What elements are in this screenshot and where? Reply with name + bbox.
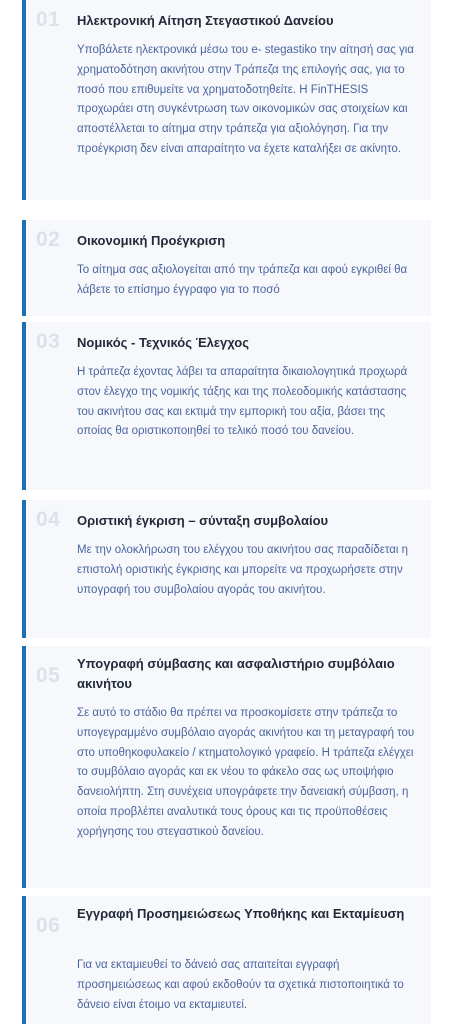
step-card-06 xyxy=(22,896,431,1024)
step-description: Για να εκταμιευθεί το δάνειό σας απαιτείται εγγραφή προσημειώσεως και αφού εκδοθούν τα σχετικά πιστοποιητικά το δάνειο είναι έτοιμο να εκταμιευτεί. xyxy=(77,959,404,1011)
step-title: Νομικός - Τεχνικός Έλεγχος xyxy=(77,335,250,350)
step-title: Υπογραφή σύμβασης και ασφαλιστήριο συμβόλαιο ακινήτου xyxy=(77,656,395,691)
step-number: 01 xyxy=(36,8,61,31)
step-description: Σε αυτό το στάδιο θα πρέπει να προσκομίσετε στην τράπεζα το υπογεγραμμένο συμβόλαιο αγοράς ακινήτου και τη μεταγραφή του στο υποθηκοφυλακείο / κτηματολογικό γραφείο. Η τράπεζα ελέγχει το συμβόλαιο αγοράς και εκ νέου το φάκελο σας ως υποψήφιο δανειολήπτη. Στη συνέχεια υπογράφετε την δανειακή σύμβαση, η οποία προβλέπει αναλυτικά τους όρους και τις προϋποθέσεις χορήγησης του στεγαστικού δανείου. xyxy=(77,707,415,838)
step-card-04 xyxy=(22,500,431,638)
step-number: 02 xyxy=(36,228,61,251)
card-fade xyxy=(26,880,431,888)
step-description: Η τράπεζα έχοντας λάβει τα απαραίτητα δικαιολογητικά προχωρά στον έλεγχο της νομικής τάξης και της πολεοδομικής κατάστασης του ακινήτου σας και εκτιμά την εμπορική του αξία, βάσει της οποίας θα οριστικοποιηθεί το τελικό ποσό του δανείου. xyxy=(77,366,408,438)
step-card-01 xyxy=(22,0,431,200)
step-number: 04 xyxy=(36,508,61,531)
step-card-03 xyxy=(22,322,431,490)
step-title: Οριστική έγκριση – σύνταξη συμβολαίου xyxy=(77,513,329,528)
step-card-02 xyxy=(22,220,431,316)
step-title: Οικονομική Προέγκριση xyxy=(77,233,226,248)
step-description: Το αίτημα σας αξιολογείται από την τράπεζα και αφού εγκριθεί θα λάβετε το επίσημο έγγραφο για το ποσό xyxy=(77,264,408,296)
step-description: Με την ολοκλήρωση του ελέγχου του ακινήτου σας παραδίδεται η επιστολή οριστικής έγκρισης και μπορείτε να προχωρήσετε στην υπογραφή του συμβολαίου αγοράς του ακινήτου. xyxy=(77,544,409,596)
step-number: 03 xyxy=(36,330,61,353)
step-description: Υποβάλετε ηλεκτρονικά μέσω του e- stegastiko την αίτησή σας για χρηματοδότηση ακινήτου στην Τράπεζα της επιλογής σας, για το ποσό που επιθυμείτε να χρηματοδοτηθείτε. Η FinTHESIS προχωράει στη συγκέντρωση των οικονομικών σας στοιχείων και αποστέλλεται το αίτημα στην τράπεζα για αξιολόγηση. Για την προέγκριση δεν είναι απαραίτητο να έχετε καταλήξει σε ακίνητο. xyxy=(77,44,414,155)
step-number: 05 xyxy=(36,664,61,687)
step-card-05 xyxy=(22,646,431,888)
step-number: 06 xyxy=(36,914,61,937)
card-fade xyxy=(26,308,431,316)
step-title: Ηλεκτρονική Αίτηση Στεγαστικού Δανείου xyxy=(77,13,334,28)
step-title: Εγγραφή Προσημειώσεως Υποθήκης και Εκταμίευση xyxy=(77,906,405,921)
